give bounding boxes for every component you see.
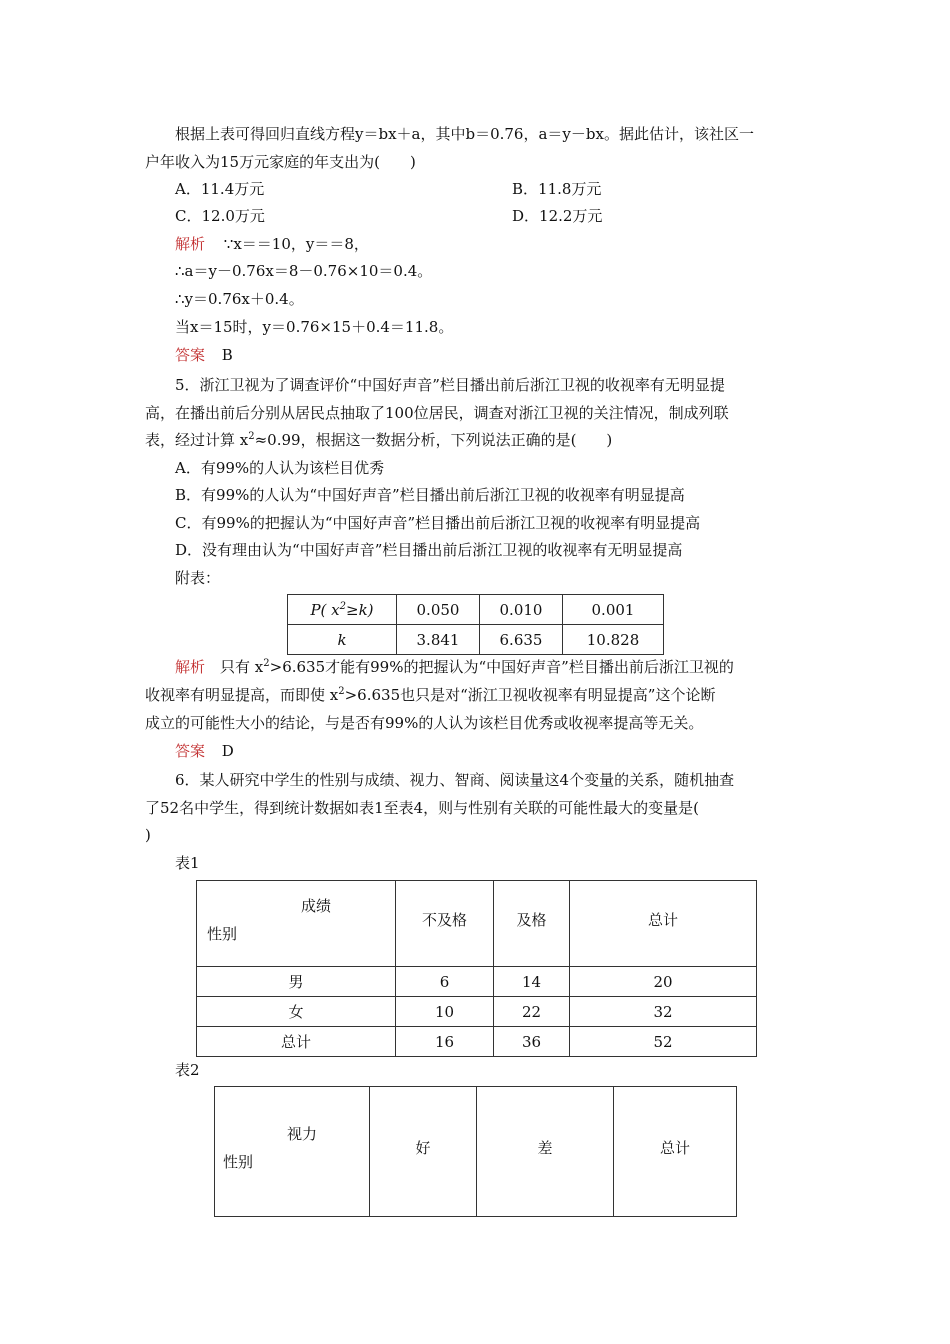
table-cell: 10.828 [563,625,664,655]
q4-stem-line2: 户年收入为15万元家庭的年支出为( ) [145,153,416,171]
table-head-p: P( $x^2\ge k$) [288,595,397,625]
table1 [196,880,757,1057]
table1-cell: 22 [494,997,570,1027]
analysis-label: 解析 [175,235,206,253]
table2 [214,1086,737,1217]
table1-cell: 32 [570,997,757,1027]
table1-caption: 表1 [175,854,200,872]
table-cell: 3.841 [397,625,480,655]
table-cell: 6.635 [480,625,563,655]
table1-cell: 36 [494,1027,570,1057]
q4-option-c: C．12.0万元 [175,207,265,225]
table2-caption: 表2 [175,1061,200,1079]
q4-analysis-line4: 当x＝15时，y＝0.76×15＋0.4＝11.8。 [175,318,454,336]
table2-corner: 视力 性别 [215,1087,370,1217]
q5-analysis-line3: 成立的可能性大小的结论，与是否有99%的人认为该栏目优秀或收视率提高等无关。 [145,714,704,732]
q4-analysis-line3: ∴y＝0.76x＋0.4。 [175,290,304,308]
q4-analysis-row [175,234,369,254]
table-cell: 0.050 [397,595,480,625]
table1-header: 及格 [494,881,570,967]
q5-analysis-row: 解析 只有 $x^2>6.635$才能有99%的把握认为“中国好声音”栏目播出前后浙江卫视的 [175,658,734,676]
q5-stem-line3: 表，经过计算 $x^2\approx 0.99$，根据这一数据分析，下列说法正确的是( ) [145,431,613,449]
table1-cell: 14 [494,967,570,997]
q4-answer-row [175,345,233,365]
q5-stem-line1: 5．浙江卫视为了调查评价“中国好声音”栏目播出前后浙江卫视的收视率有无明显提 [175,376,725,394]
table1-cell: 52 [570,1027,757,1057]
table-cell: 0.010 [480,595,563,625]
table1-cell: 20 [570,967,757,997]
table2-header: 差 [477,1087,614,1217]
answer-label: 答案 [175,742,206,760]
table1-cell: 6 [396,967,494,997]
table1-row-label: 女 [197,997,396,1027]
q4-option-b: B．11.8万元 [512,180,602,198]
table2-header: 好 [370,1087,477,1217]
q4-analysis-line1: ∵x＝＝10，y＝＝8， [223,235,369,253]
table1-row-label: 男 [197,967,396,997]
table-cell: 0.001 [563,595,664,625]
table1-header: 总计 [570,881,757,967]
table1-cell: 10 [396,997,494,1027]
q4-analysis-line2: ∴a＝y－0.76x＝8－0.76×10＝0.4。 [175,262,433,280]
q6-stem-line1: 6．某人研究中学生的性别与成绩、视力、智商、阅读量这4个变量的关系，随机抽查 [175,771,735,789]
answer-label: 答案 [175,346,206,364]
table1-corner: 成绩 性别 [197,881,396,967]
q5-stem-line2: 高，在播出前后分别从居民点抽取了100位居民，调查对浙江卫视的关注情况，制成列联 [145,404,729,422]
table2-header: 总计 [614,1087,737,1217]
q4-option-a: A．11.4万元 [175,180,265,198]
table-head-k: k [288,625,397,655]
table1-row-label: 总计 [197,1027,396,1057]
q4-option-d: D．12.2万元 [512,207,603,225]
q5-analysis-line2: 收视率有明显提高，而即使 $x^2>6.635$也只是对“浙江卫视收视率有明显提高”这个论断 [145,686,716,704]
q5-appendix-label: 附表： [175,569,221,587]
analysis-label: 解析 [175,658,206,676]
q6-stem-line2: 了52名中学生，得到统计数据如表1至表4，则与性别有关联的可能性最大的变量是( [145,799,700,817]
q5-option-c: C．有99%的把握认为“中国好声音”栏目播出前后浙江卫视的收视率有明显提高 [175,514,701,532]
table1-cell: 16 [396,1027,494,1057]
q5-answer-row [175,741,234,761]
q5-option-b: B．有99%的人认为“中国好声音”栏目播出前后浙江卫视的收视率有明显提高 [175,486,685,504]
table1-header: 不及格 [396,881,494,967]
critical-value-table [287,594,664,655]
q6-stem-line3: ) [145,826,151,844]
q5-answer: D [221,742,234,760]
q4-answer: B [221,346,233,364]
q4-stem-line1: 根据上表可得回归直线方程y＝bx＋a，其中b＝0.76，a＝y－bx。据此估计，该社区一 [175,125,754,143]
q5-option-d: D．没有理由认为“中国好声音”栏目播出前后浙江卫视的收视率有无明显提高 [175,541,683,559]
q5-option-a: A．有99%的人认为该栏目优秀 [175,459,385,477]
